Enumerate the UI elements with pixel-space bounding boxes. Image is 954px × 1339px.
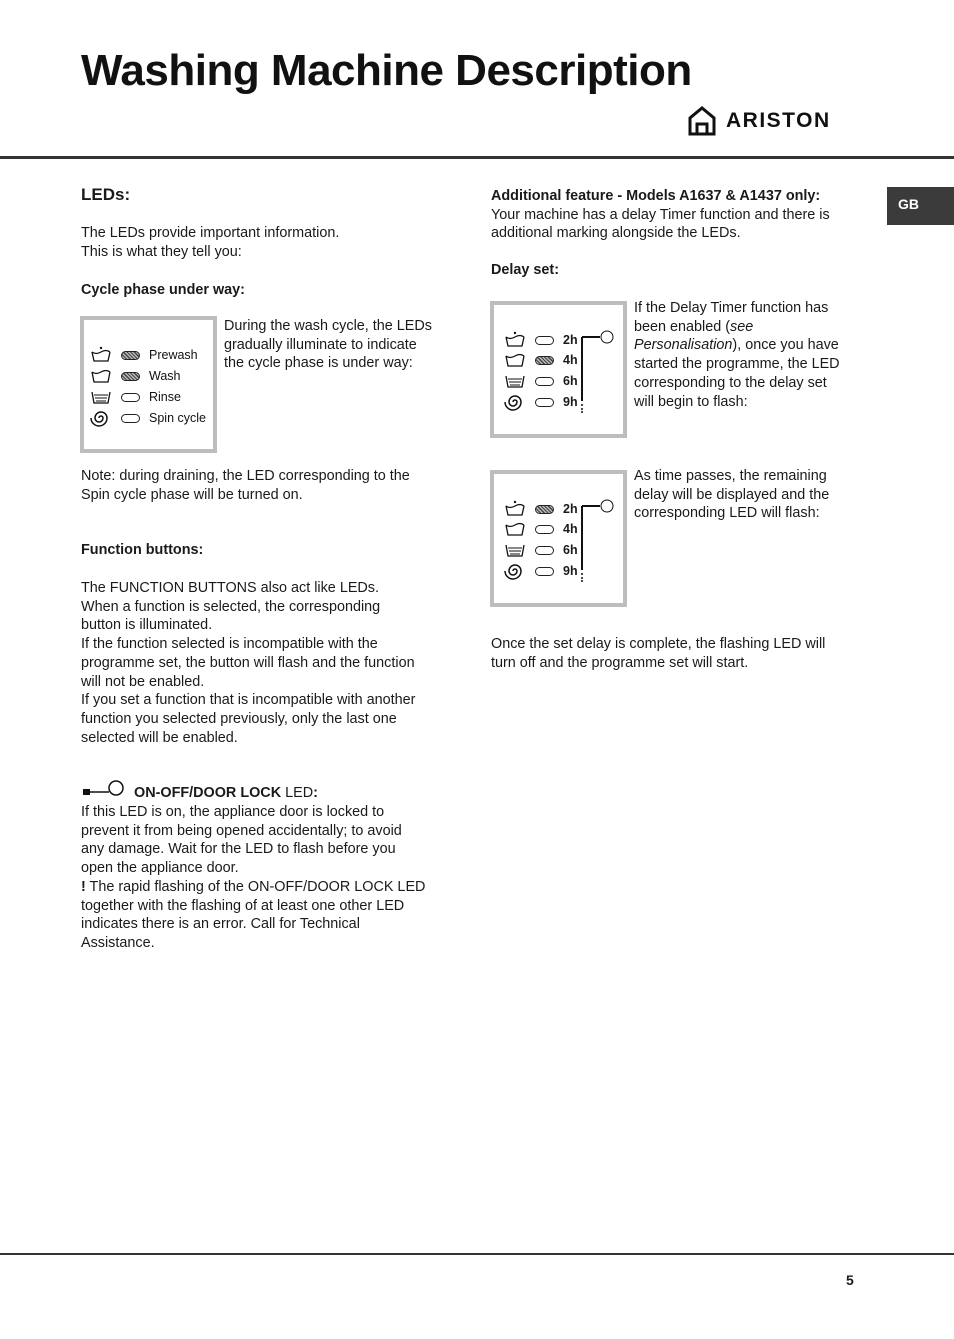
text-line: prevent it from being opened accidentally; to avoid [81, 822, 402, 839]
leds-heading: LEDs: [81, 185, 131, 204]
led-indicator [121, 393, 140, 402]
key-lock-icon [82, 780, 126, 798]
led-indicator [535, 525, 554, 534]
personalisation-ref: Personalisation [634, 337, 733, 354]
text-line: programme set, the button will flash and the function [81, 654, 415, 671]
delay-row [504, 393, 578, 411]
leds-intro [81, 224, 441, 261]
function-heading-text: Function buttons: [81, 542, 204, 558]
text-line: ), once you have [732, 337, 839, 354]
led-row-rinse [90, 388, 181, 406]
text-line: open the appliance door. [81, 860, 239, 877]
spin-icon [504, 562, 526, 580]
delay-hours-label: 9h [563, 564, 578, 578]
text-line: When a function is selected, the corresponding [81, 598, 381, 615]
led-label: Prewash [149, 348, 198, 362]
door-lock-description [81, 803, 451, 953]
cycle-heading-text: Cycle phase under way: [81, 282, 245, 298]
door-lock-heading-led: LED [281, 785, 314, 801]
delay-hours-label: 9h [563, 395, 578, 409]
led-label: Spin cycle [149, 411, 206, 425]
text-line: selected will be enabled. [81, 729, 238, 746]
led-indicator [121, 414, 140, 423]
delay-row [504, 562, 578, 580]
led-indicator [535, 505, 554, 514]
delay-row [504, 351, 578, 369]
delay-hours-label: 4h [563, 522, 578, 536]
additional-heading: Additional feature - Models A1637 & A1437 only: [491, 188, 821, 204]
text-line: If this LED is on, the appliance door is locked to [81, 804, 385, 820]
text-line: Spin cycle phase will be turned on. [81, 486, 303, 503]
cycle-heading [81, 281, 245, 300]
text-line: will begin to flash: [634, 393, 748, 410]
text-line: delay will be displayed and the [634, 486, 830, 503]
function-description [81, 579, 451, 747]
text-line: Your machine has a delay Timer function and there is [491, 206, 830, 223]
led-indicator [535, 336, 554, 345]
prewash-icon [90, 346, 112, 364]
text-line: additional marking alongside the LEDs. [491, 225, 741, 242]
delay-row [504, 372, 578, 390]
prewash-icon [504, 331, 526, 349]
text-line: If you set a function that is incompatible with another [81, 692, 416, 709]
cycle-description [224, 317, 449, 373]
led-label: Wash [149, 369, 181, 383]
additional-feature [491, 187, 861, 243]
led-indicator [535, 356, 554, 365]
brand-logo [688, 106, 831, 136]
draining-note [81, 467, 451, 504]
text-line: together with the flashing of at least one other LED [81, 897, 405, 914]
delay-bracket-icon [580, 498, 620, 582]
delay-heading [491, 261, 559, 280]
spin-icon [504, 393, 526, 411]
delay-heading-text: Delay set: [491, 262, 559, 278]
led-indicator [535, 398, 554, 407]
header-rule [0, 156, 954, 159]
text-italic: see [730, 318, 754, 335]
time-passes-description [634, 467, 864, 523]
rinse-icon [504, 372, 526, 390]
rinse-icon [504, 541, 526, 559]
text-line: gradually illuminate to indicate [224, 336, 417, 353]
door-lock-heading-bold: ON-OFF/DOOR LOCK [134, 785, 282, 801]
text-line: any damage. Wait for the LED to flash before you [81, 841, 396, 858]
delay-led-panel-a [490, 301, 627, 438]
spin-icon [90, 409, 112, 427]
prewash-icon [504, 500, 526, 518]
delay-row [504, 500, 578, 518]
delay-complete-description [491, 635, 861, 672]
house-logo-icon [688, 106, 716, 136]
text-line: The rapid flashing of the ON-OFF/DOOR LOCK LED [85, 878, 426, 895]
delay-row [504, 331, 578, 349]
page-title: Washing Machine Description [81, 46, 692, 95]
delay-bracket-icon [580, 329, 620, 413]
delay-hours-label: 2h [563, 502, 578, 516]
wash-icon [504, 520, 526, 538]
warning-mark: ! [81, 878, 86, 895]
text-line: the cycle phase is under way: [224, 355, 413, 372]
footer-rule [0, 1253, 954, 1255]
rinse-icon [90, 388, 112, 406]
delay-led-panel-b [490, 470, 627, 607]
text-line: During the wash cycle, the LEDs [224, 318, 432, 334]
function-heading [81, 541, 203, 560]
delay-hours-label: 4h [563, 353, 578, 367]
text-line: Assistance. [81, 934, 155, 951]
cycle-led-panel [80, 316, 217, 453]
text-line: If the function selected is incompatible with the [81, 636, 378, 653]
text-line: If the Delay Timer function has [634, 300, 829, 316]
text-line: turn off and the programme set will start. [491, 654, 749, 671]
text-line: been enabled ( [634, 318, 731, 335]
delay-hours-label: 6h [563, 374, 578, 388]
delay-hours-label: 2h [563, 333, 578, 347]
wash-icon [504, 351, 526, 369]
door-lock-heading [134, 784, 318, 803]
intro-line: The LEDs provide important information. [81, 225, 340, 241]
led-row-prewash [90, 346, 198, 364]
text-line: function you selected previously, only the last one [81, 710, 397, 727]
text-line: indicates there is an error. Call for Technical [81, 916, 360, 933]
intro-line: This is what they tell you: [81, 243, 242, 260]
text-line: Note: during draining, the LED corresponding to the [81, 468, 410, 484]
text-line: started the programme, the LED [634, 356, 840, 373]
led-row-wash [90, 367, 181, 385]
delay-description [634, 299, 864, 411]
delay-hours-label: 6h [563, 543, 578, 557]
text-line: The FUNCTION BUTTONS also act like LEDs. [81, 580, 380, 596]
led-indicator [535, 377, 554, 386]
delay-row [504, 541, 578, 559]
text-line: corresponding to the delay set [634, 374, 827, 391]
wash-icon [90, 367, 112, 385]
language-tab: GB [887, 187, 954, 225]
led-row-spin [90, 409, 206, 427]
page-number: 5 [846, 1272, 854, 1288]
text-line: corresponding LED will flash: [634, 505, 820, 522]
brand-name: ARISTON [726, 109, 831, 132]
door-lock-heading-colon: : [313, 785, 318, 801]
led-label: Rinse [149, 390, 181, 404]
led-indicator [535, 567, 554, 576]
led-indicator [535, 546, 554, 555]
led-indicator [121, 351, 140, 360]
led-indicator [121, 372, 140, 381]
text-line: Once the set delay is complete, the flashing LED will [491, 636, 826, 652]
text-line: will not be enabled. [81, 673, 205, 690]
text-line: As time passes, the remaining [634, 468, 827, 484]
text-line: button is illuminated. [81, 617, 213, 634]
delay-row [504, 520, 578, 538]
